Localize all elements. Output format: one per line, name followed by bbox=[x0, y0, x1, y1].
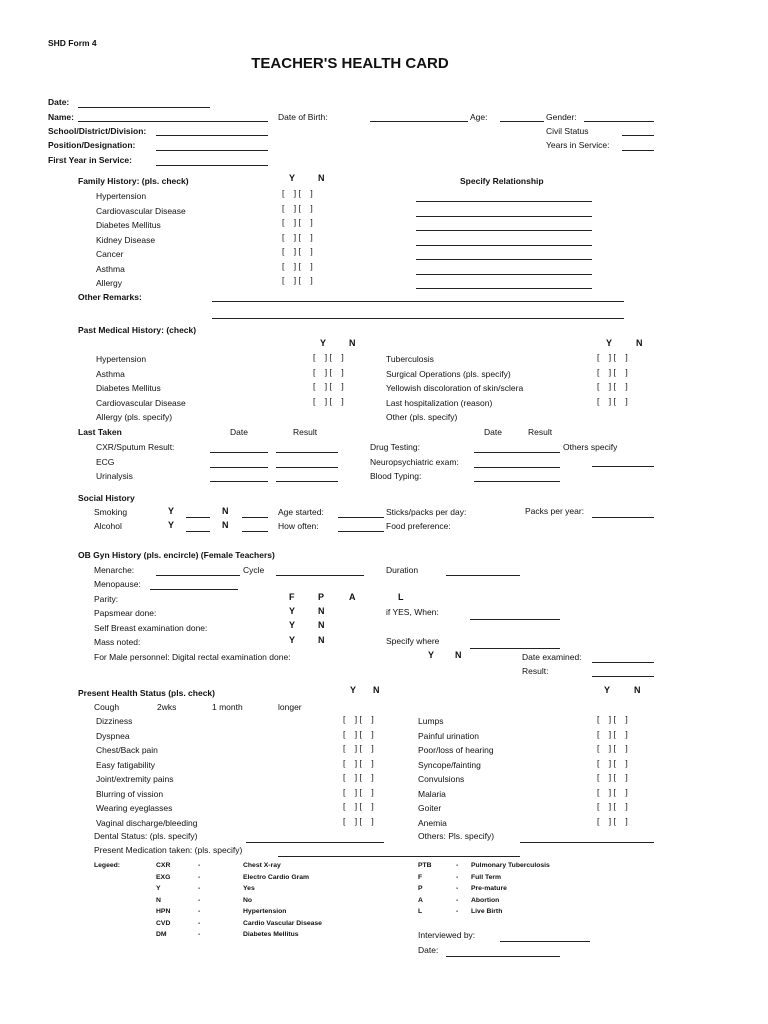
lt-left-item-2: Urinalysis bbox=[96, 471, 133, 481]
menopause-field[interactable] bbox=[150, 589, 238, 590]
phs-left-item-3: Easy fatigability bbox=[96, 759, 156, 770]
lt-left-result-field-1[interactable] bbox=[276, 467, 338, 468]
phs-right-checkbox-2[interactable]: [ ] [ ] bbox=[597, 743, 628, 753]
school-label: School/District/Division: bbox=[48, 126, 147, 136]
legend-right-dash-4: - bbox=[456, 908, 459, 915]
fh-item-3: Kidney Disease bbox=[96, 234, 156, 245]
lt-result-header-right: Result bbox=[528, 427, 553, 437]
pmh-left-checkbox-3[interactable]: [ ] [ ] bbox=[313, 395, 344, 406]
fh-y-header: Y bbox=[289, 173, 296, 183]
specify-where-field[interactable] bbox=[470, 648, 560, 649]
smoking-n: N bbox=[222, 506, 229, 516]
legend-right-code-4: L bbox=[418, 908, 423, 915]
parity-p: P bbox=[318, 592, 325, 602]
pmh-left-item-2: Diabetes Mellitus bbox=[96, 383, 161, 393]
mass-y: Y bbox=[289, 635, 296, 645]
pmh-n-header-left: N bbox=[349, 338, 356, 348]
years-service-field[interactable] bbox=[622, 150, 654, 151]
dental-label: Dental Status: (pls. specify) bbox=[94, 831, 198, 841]
others-pls-label: Others: Pls. specify) bbox=[418, 831, 495, 841]
fh-checkbox-4[interactable]: [ ] [ ] bbox=[282, 246, 313, 256]
phs-left-item-4: Joint/extremity pains bbox=[96, 774, 174, 784]
menarche-label: Menarche: bbox=[94, 565, 135, 575]
phs-left-item-6: Wearing eyeglasses bbox=[96, 803, 173, 813]
alcohol-label: Alcohol bbox=[94, 521, 122, 531]
fh-item-4: Cancer bbox=[96, 249, 124, 259]
papsmear-label: Papsmear done: bbox=[94, 608, 157, 618]
phs-right-item-1: Painful urination bbox=[418, 730, 479, 741]
how-often-label: How often: bbox=[278, 521, 319, 531]
breast-exam-label: Self Breast examination done: bbox=[94, 623, 208, 633]
legend-left-code-4: HPN bbox=[156, 908, 171, 915]
civil-status-label: Civil Status bbox=[546, 126, 589, 136]
fh-checkbox-6[interactable]: [ ] [ ] bbox=[282, 275, 313, 285]
dob-label: Date of Birth: bbox=[278, 112, 328, 122]
fh-relationship-field-5[interactable] bbox=[416, 274, 592, 275]
phs-right-checkbox-4[interactable]: [ ] [ ] bbox=[597, 772, 628, 782]
position-field[interactable] bbox=[156, 150, 268, 151]
alcohol-y: Y bbox=[168, 520, 175, 530]
pmh-left-checkbox-0[interactable]: [ ] [ ] bbox=[313, 352, 344, 362]
phs-right-checkbox-5[interactable]: [ ] [ ] bbox=[597, 786, 628, 797]
others-pls-field[interactable] bbox=[520, 842, 654, 843]
phs-right-checkbox-7[interactable]: [ ] [ ] bbox=[597, 815, 628, 826]
phs-left-checkbox-1[interactable]: [ ] [ ] bbox=[343, 728, 374, 739]
phs-left-checkbox-7[interactable]: [ ] [ ] bbox=[343, 815, 374, 826]
legend-left-meaning-6: Diabetes Mellitus bbox=[243, 931, 299, 938]
age-started-field[interactable] bbox=[338, 517, 384, 518]
male-result-label: Result: bbox=[522, 666, 549, 676]
gender-label: Gender: bbox=[546, 112, 577, 122]
page-title: TEACHER'S HEALTH CARD bbox=[251, 55, 449, 72]
legend-left-dash-5: - bbox=[198, 919, 201, 927]
medication-label: Present Medication taken: (pls. specify) bbox=[94, 845, 243, 855]
phs-left-checkbox-2[interactable]: [ ] [ ] bbox=[343, 743, 374, 753]
phs-right-item-4: Convulsions bbox=[418, 774, 465, 784]
pmh-right-checkbox-2[interactable]: [ ] [ ] bbox=[597, 381, 628, 391]
fh-relationship-field-2[interactable] bbox=[416, 230, 592, 231]
phs-right-item-2: Poor/loss of hearing bbox=[418, 745, 494, 755]
specify-relationship-label: Specify Relationship bbox=[460, 176, 544, 186]
fh-item-1: Cardiovascular Disease bbox=[96, 205, 186, 216]
breast-y: Y bbox=[289, 620, 296, 630]
legend-left-code-5: CVD bbox=[156, 919, 171, 927]
phs-right-item-5: Malaria bbox=[418, 788, 446, 799]
papsmear-n: N bbox=[318, 606, 325, 616]
male-exam-label: For Male personnel: Digital rectal examination done: bbox=[94, 652, 291, 662]
menopause-label: Menopause: bbox=[94, 579, 141, 589]
legend-left-meaning-1: Electro Cardio Gram bbox=[243, 873, 310, 881]
legend-left-meaning-0: Chest X-ray bbox=[243, 862, 281, 869]
pmh-right-checkbox-1[interactable]: [ ] [ ] bbox=[597, 366, 628, 377]
pmh-right-item-3: Last hospitalization (reason) bbox=[386, 397, 493, 408]
pmh-right-item-2: Yellowish discoloration of skin/sclera bbox=[386, 383, 524, 393]
how-often-field[interactable] bbox=[338, 531, 384, 532]
other-remarks-label: Other Remarks: bbox=[78, 292, 142, 302]
alcohol-n-field[interactable] bbox=[242, 531, 268, 532]
legend-left-meaning-3: No bbox=[243, 896, 253, 904]
cough-2wks: 2wks bbox=[157, 702, 177, 712]
pmh-n-header-right: N bbox=[636, 338, 643, 348]
phs-right-item-3: Syncope/fainting bbox=[418, 759, 481, 770]
phs-left-item-0: Dizziness bbox=[96, 716, 133, 726]
cycle-label: Cycle bbox=[243, 565, 265, 575]
phs-right-checkbox-3[interactable]: [ ] [ ] bbox=[597, 757, 628, 768]
others-specify-label: Others specify bbox=[563, 442, 618, 452]
age-started-label: Age started: bbox=[278, 507, 324, 517]
past-medical-heading: Past Medical History: (check) bbox=[78, 325, 197, 335]
age-label: Age: bbox=[470, 112, 488, 122]
legend-left-code-1: EXG bbox=[156, 873, 171, 881]
phs-y-right: Y bbox=[604, 685, 611, 695]
pmh-right-item-1: Surgical Operations (pls. specify) bbox=[386, 368, 511, 379]
pmh-left-item-4: Allergy (pls. specify) bbox=[96, 412, 173, 422]
legend-left-meaning-5: Cardio Vascular Disease bbox=[243, 919, 322, 927]
phs-left-checkbox-4[interactable]: [ ] [ ] bbox=[343, 772, 374, 782]
legend-right-code-2: P bbox=[418, 885, 423, 892]
cycle-field[interactable] bbox=[276, 575, 364, 576]
phs-y-left: Y bbox=[350, 685, 357, 695]
phs-left-item-1: Dyspnea bbox=[96, 730, 130, 741]
name-label: Name: bbox=[48, 112, 74, 122]
others-specify-field[interactable] bbox=[592, 466, 654, 467]
date-field[interactable] bbox=[78, 107, 210, 108]
lt-date-header: Date bbox=[230, 427, 248, 437]
phs-left-item-2: Chest/Back pain bbox=[96, 745, 158, 755]
lt-date-header-right: Date bbox=[484, 427, 502, 437]
legend-left-dash-6: - bbox=[198, 931, 201, 938]
legend-right-dash-1: - bbox=[456, 873, 459, 881]
gender-field[interactable] bbox=[584, 121, 654, 122]
sticks-label: Sticks/packs per day: bbox=[386, 507, 467, 517]
legend-left-dash-1: - bbox=[198, 873, 201, 881]
last-taken-heading: Last Taken bbox=[78, 427, 122, 437]
alcohol-n: N bbox=[222, 520, 229, 530]
legend-left-meaning-4: Hypertension bbox=[243, 908, 287, 915]
civil-status-field[interactable] bbox=[622, 135, 654, 136]
lt-left-date-field-0[interactable] bbox=[210, 452, 268, 453]
legend-right-code-0: PTB bbox=[418, 862, 432, 869]
legend-right-dash-3: - bbox=[456, 896, 459, 904]
parity-a: A bbox=[349, 592, 356, 602]
interviewed-by-label: Interviewed by: bbox=[418, 930, 476, 940]
phs-left-checkbox-6[interactable]: [ ] [ ] bbox=[343, 801, 374, 811]
legend-left-meaning-2: Yes bbox=[243, 885, 255, 892]
lt-left-date-field-2[interactable] bbox=[210, 481, 268, 482]
phs-left-checkbox-3[interactable]: [ ] [ ] bbox=[343, 757, 374, 768]
phs-right-checkbox-0[interactable]: [ ] [ ] bbox=[597, 714, 628, 724]
lt-right-item-2: Blood Typing: bbox=[370, 471, 422, 481]
if-yes-label: if YES, When: bbox=[386, 607, 439, 617]
menarche-field[interactable] bbox=[156, 575, 240, 576]
phs-n-right: N bbox=[634, 685, 641, 695]
papsmear-y: Y bbox=[289, 606, 296, 616]
interviewed-by-field[interactable] bbox=[500, 941, 590, 942]
years-service-label: Years in Service: bbox=[546, 140, 610, 150]
legend-right-meaning-2: Pre-mature bbox=[471, 885, 507, 892]
lt-right-field-1[interactable] bbox=[474, 467, 560, 468]
fh-relationship-field-4[interactable] bbox=[416, 259, 592, 260]
dob-field[interactable] bbox=[370, 121, 468, 122]
lt-right-field-0[interactable] bbox=[474, 452, 560, 453]
school-field[interactable] bbox=[156, 135, 268, 136]
fh-checkbox-5[interactable]: [ ] [ ] bbox=[282, 260, 313, 271]
lt-right-item-1: Neuropsychiatric exam: bbox=[370, 456, 459, 467]
date-examined-label: Date examined: bbox=[522, 652, 582, 662]
fh-relationship-field-3[interactable] bbox=[416, 245, 592, 246]
phs-left-checkbox-0[interactable]: [ ] [ ] bbox=[343, 714, 374, 724]
name-field[interactable] bbox=[78, 121, 268, 122]
pmh-left-checkbox-1[interactable]: [ ] [ ] bbox=[313, 366, 344, 377]
legend-right-dash-0: - bbox=[456, 862, 459, 869]
fh-checkbox-0[interactable]: [ ] [ ] bbox=[282, 188, 313, 198]
lt-left-date-field-1[interactable] bbox=[210, 467, 268, 468]
alcohol-y-field[interactable] bbox=[186, 531, 210, 532]
legend-right-code-3: A bbox=[418, 896, 423, 904]
fh-item-0: Hypertension bbox=[96, 191, 147, 201]
parity-l: L bbox=[398, 592, 404, 602]
specify-where-label: Specify where bbox=[386, 636, 440, 646]
fh-item-2: Diabetes Mellitus bbox=[96, 220, 161, 230]
legend-right-code-1: F bbox=[418, 873, 423, 881]
phs-n-left: N bbox=[373, 685, 380, 695]
fh-n-header: N bbox=[318, 173, 325, 183]
smoking-y-field[interactable] bbox=[186, 517, 210, 518]
parity-label: Parity: bbox=[94, 594, 119, 604]
phs-right-checkbox-1[interactable]: [ ] [ ] bbox=[597, 728, 628, 739]
legend-left-code-0: CXR bbox=[156, 862, 171, 869]
legend-right-dash-2: - bbox=[456, 885, 459, 892]
lt-left-result-field-2[interactable] bbox=[276, 481, 338, 482]
legend-right-meaning-4: Live Birth bbox=[471, 908, 503, 915]
form-id: SHD Form 4 bbox=[48, 38, 97, 48]
first-year-label: First Year in Service: bbox=[48, 155, 132, 165]
present-health-heading: Present Health Status (pls. check) bbox=[78, 688, 215, 698]
duration-label: Duration bbox=[386, 565, 419, 575]
food-label: Food preference: bbox=[386, 521, 451, 531]
lt-left-item-0: CXR/Sputum Result: bbox=[96, 442, 175, 452]
other-remarks-field-1[interactable] bbox=[212, 301, 624, 302]
footer-date-label: Date: bbox=[418, 945, 439, 955]
ob-gyn-heading: OB Gyn History (pls. encircle) (Female Teachers) bbox=[78, 550, 275, 560]
phs-right-item-7: Anemia bbox=[418, 817, 447, 828]
fh-checkbox-2[interactable]: [ ] [ ] bbox=[282, 217, 313, 227]
lt-right-item-0: Drug Testing: bbox=[370, 442, 420, 452]
parity-f: F bbox=[289, 592, 295, 602]
legend-left-code-2: Y bbox=[156, 885, 161, 892]
family-history-heading: Family History: (pls. check) bbox=[78, 176, 189, 186]
phs-right-item-6: Goiter bbox=[418, 803, 442, 813]
position-label: Position/Designation: bbox=[48, 140, 136, 150]
cough-label: Cough bbox=[94, 702, 120, 712]
legend-right-meaning-0: Pulmonary Tuberculosis bbox=[471, 862, 550, 869]
male-result-field[interactable] bbox=[592, 676, 654, 677]
pmh-right-checkbox-3[interactable]: [ ] [ ] bbox=[597, 395, 628, 406]
lt-right-field-2[interactable] bbox=[474, 481, 560, 482]
fh-checkbox-1[interactable]: [ ] [ ] bbox=[282, 202, 313, 213]
legend-left-dash-3: - bbox=[198, 896, 201, 904]
legend-left-code-3: N bbox=[156, 896, 161, 904]
other-remarks-field-2[interactable] bbox=[212, 318, 624, 319]
pmh-y-header-right: Y bbox=[606, 338, 613, 348]
mass-n: N bbox=[318, 635, 325, 645]
cough-1month: 1 month bbox=[212, 702, 243, 712]
smoking-label: Smoking bbox=[94, 507, 128, 517]
breast-n: N bbox=[318, 620, 325, 630]
smoking-y: Y bbox=[168, 506, 175, 516]
footer-date-field[interactable] bbox=[446, 956, 560, 957]
legend-left-code-6: DM bbox=[156, 931, 167, 938]
pmh-left-item-0: Hypertension bbox=[96, 354, 147, 364]
legend-left-dash-0: - bbox=[198, 862, 201, 869]
age-field[interactable] bbox=[500, 121, 544, 122]
pmh-left-item-1: Asthma bbox=[96, 368, 125, 379]
medication-field[interactable] bbox=[278, 856, 520, 857]
lt-left-item-1: ECG bbox=[96, 456, 115, 467]
pmh-right-item-4: Other (pls. specify) bbox=[386, 412, 458, 422]
phs-left-checkbox-5[interactable]: [ ] [ ] bbox=[343, 786, 374, 797]
phs-left-item-5: Blurring of vission bbox=[96, 788, 164, 799]
legend-right-meaning-1: Full Term bbox=[471, 873, 502, 881]
legend-label: Legeed: bbox=[94, 862, 121, 869]
pmh-right-item-0: Tuberculosis bbox=[386, 354, 434, 364]
legend-left-dash-2: - bbox=[198, 885, 201, 892]
fh-item-6: Allergy bbox=[96, 278, 122, 288]
legend-right-meaning-3: Abortion bbox=[471, 896, 500, 904]
phs-right-item-0: Lumps bbox=[418, 716, 444, 726]
first-year-field[interactable] bbox=[156, 165, 268, 166]
cough-longer: longer bbox=[278, 702, 302, 712]
fh-relationship-field-0[interactable] bbox=[416, 201, 592, 202]
pmh-left-item-3: Cardiovascular Disease bbox=[96, 397, 186, 408]
fh-item-5: Asthma bbox=[96, 263, 125, 274]
lt-left-result-field-0[interactable] bbox=[276, 452, 338, 453]
fh-relationship-field-6[interactable] bbox=[416, 288, 592, 289]
if-yes-field[interactable] bbox=[470, 619, 560, 620]
smoking-n-field[interactable] bbox=[242, 517, 268, 518]
fh-checkbox-3[interactable]: [ ] [ ] bbox=[282, 231, 313, 242]
date-examined-field[interactable] bbox=[592, 662, 654, 663]
male-y: Y bbox=[428, 650, 435, 660]
male-n: N bbox=[455, 650, 462, 660]
phs-right-checkbox-6[interactable]: [ ] [ ] bbox=[597, 801, 628, 811]
social-history-heading: Social History bbox=[78, 493, 135, 503]
phs-left-item-7: Vaginal discharge/bleeding bbox=[96, 817, 198, 828]
mass-noted-label: Mass noted: bbox=[94, 637, 141, 647]
packs-year-label: Packs per year: bbox=[525, 506, 585, 516]
pmh-y-header-left: Y bbox=[320, 338, 327, 348]
pmh-left-checkbox-2[interactable]: [ ] [ ] bbox=[313, 381, 344, 391]
legend-left-dash-4: - bbox=[198, 908, 201, 915]
packs-year-field[interactable] bbox=[592, 517, 654, 518]
pmh-right-checkbox-0[interactable]: [ ] [ ] bbox=[597, 352, 628, 362]
date-label: Date: bbox=[48, 97, 70, 107]
duration-field[interactable] bbox=[446, 575, 520, 576]
lt-result-header: Result bbox=[293, 427, 318, 437]
dental-field[interactable] bbox=[246, 842, 384, 843]
fh-relationship-field-1[interactable] bbox=[416, 216, 592, 217]
